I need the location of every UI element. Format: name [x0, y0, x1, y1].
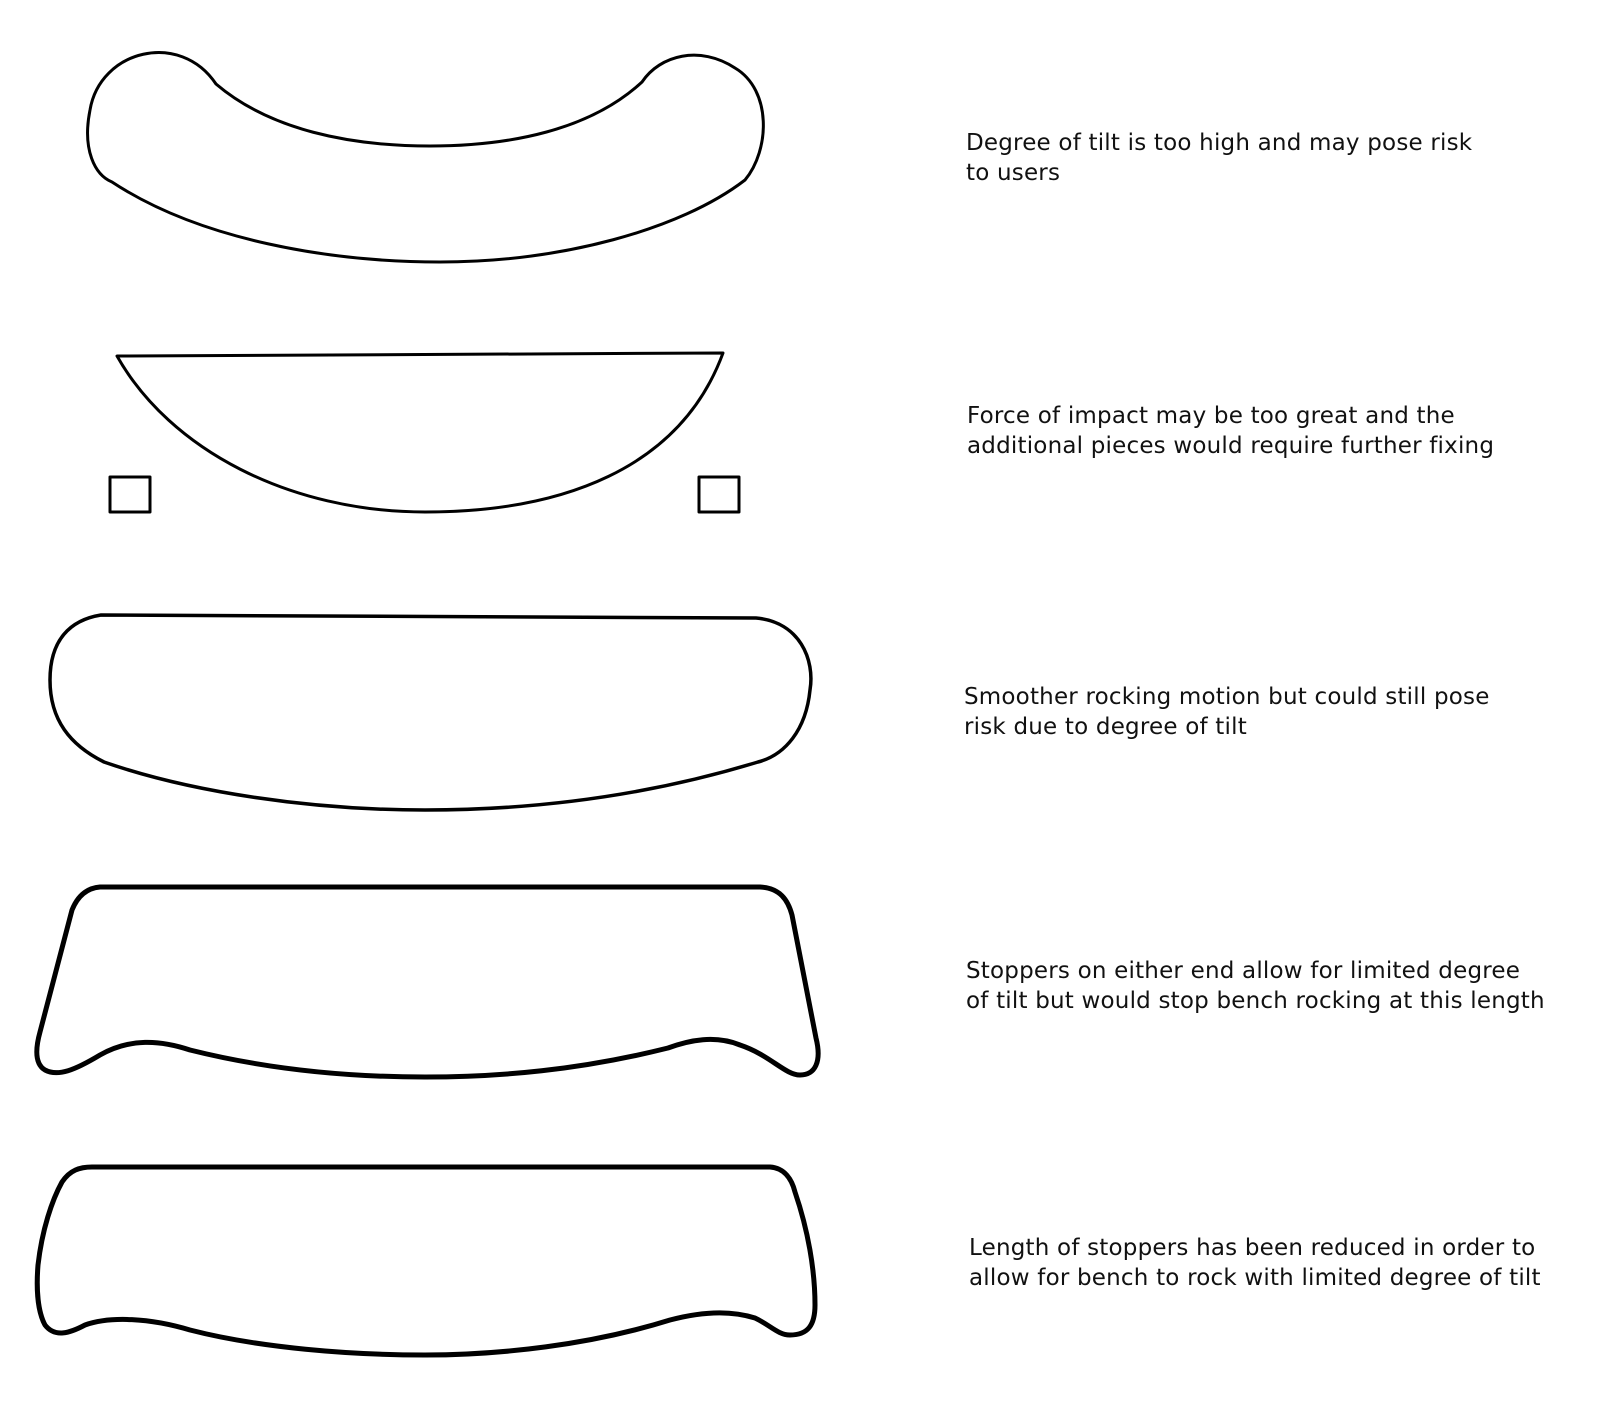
bench-profile-half-moon — [117, 353, 723, 512]
design-note-1-line-1: Degree of tilt is too high and may pose risk — [966, 130, 1473, 156]
design-note-5-line-2: allow for bench to rock with limited degree of tilt — [969, 1265, 1541, 1291]
design-note-1-line-2: to users — [966, 160, 1061, 186]
design-note-4 — [966, 956, 1545, 1016]
design-note-2 — [967, 401, 1494, 461]
design-note-5 — [969, 1233, 1541, 1293]
design-note-4-line-2: of tilt but would stop bench rocking at this length — [966, 988, 1545, 1014]
bench-profile-long-stoppers — [37, 887, 818, 1077]
square-stopper-left — [110, 477, 150, 512]
design-note-2-line-1: Force of impact may be too great and the — [967, 403, 1455, 429]
square-stopper-right — [699, 477, 739, 512]
design-note-3-line-2: risk due to degree of tilt — [964, 714, 1247, 740]
design-note-5-line-1: Length of stoppers has been reduced in order to — [969, 1235, 1536, 1261]
design-note-2-line-2: additional pieces would require further fixing — [967, 433, 1495, 459]
design-note-3-line-1: Smoother rocking motion but could still pose — [964, 684, 1490, 710]
bench-profile-curved-rocker — [88, 53, 764, 262]
bench-profile-short-stoppers — [37, 1167, 815, 1355]
bench-profile-flat-top-rounded — [50, 615, 811, 810]
design-note-4-line-1: Stoppers on either end allow for limited degree — [966, 958, 1521, 984]
design-note-1 — [966, 128, 1472, 188]
design-note-3 — [964, 682, 1490, 742]
